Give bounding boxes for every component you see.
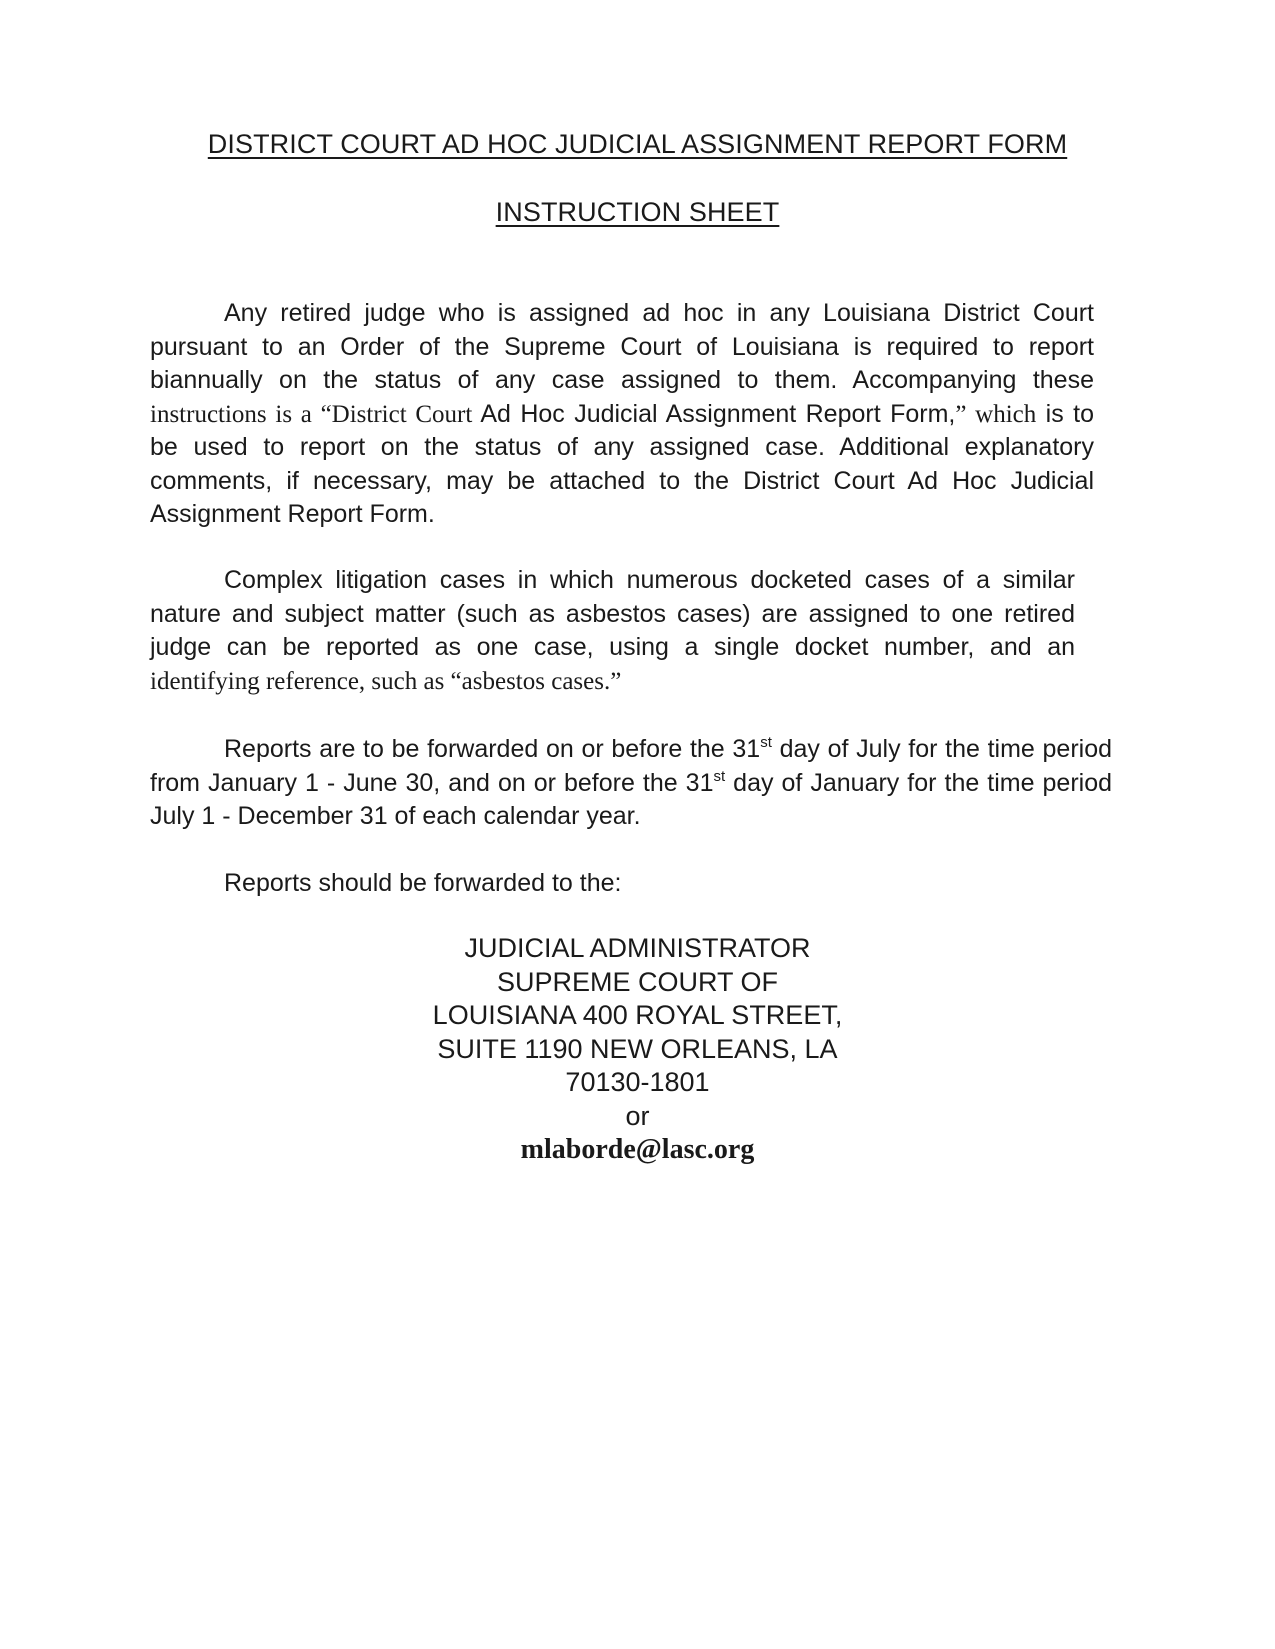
paragraph3-text-c: day of January for the time period July 1 - December 31 of each calendar year. — [150, 768, 1113, 830]
paragraph4-text: Reports should be forwarded to the: — [224, 869, 622, 897]
paragraph3-text-a: Reports are to be forwarded on or before the 31 — [224, 735, 761, 763]
paragraph1-text-b: instructions is a “District Court — [150, 400, 473, 428]
paragraph-forward-to — [150, 867, 1050, 901]
paragraph2-text-b: identifying reference, such as “asbestos cases.” — [150, 667, 622, 695]
address-or: or — [625, 1100, 650, 1131]
address-line-2: SUPREME COURT OF — [496, 966, 779, 997]
paragraph-complex-litigation — [150, 564, 1075, 698]
paragraph3-sup-1: st — [760, 734, 772, 751]
paragraph1-text-e: is to be used to report on the status of any assigned case. Additional explanatory comments, if necessary, may be attached to the District Court Ad Hoc Judicial Assignment Report Form. — [150, 399, 1094, 528]
mailing-address — [0, 932, 1275, 1167]
paragraph-report-deadlines — [150, 733, 1112, 834]
paragraph-retired-judge-requirement — [150, 297, 1094, 532]
paragraph3-text-b: day of July for the time period from January 1 - June 30, and on or before the 31 — [150, 735, 1113, 797]
paragraph1-text-d: ” which — [955, 400, 1037, 428]
paragraph2-text-a: Complex litigation cases in which numerous docketed cases of a similar nature and subject matter (such as asbestos cases) are assigned to one retired judge can be reported as one case, using a single docket number, and an — [150, 566, 1075, 661]
paragraph1-text-a: Any retired judge who is assigned ad hoc in any Louisiana District Court pursuant to an Order of the Supreme Court of Louisiana is required to report biannually on the status of any case assigned to them. Accompanying these — [150, 299, 1094, 394]
document-title: DISTRICT COURT AD HOC JUDICIAL ASSIGNMENT REPORT FORM — [207, 129, 1068, 159]
address-line-5: 70130-1801 — [565, 1067, 710, 1097]
document-subtitle: INSTRUCTION SHEET — [495, 197, 780, 227]
paragraph3-sup-2: st — [713, 767, 726, 785]
address-line-4: SUITE 1190 NEW ORLEANS, LA — [437, 1033, 838, 1064]
address-line-1: JUDICIAL ADMINISTRATOR — [464, 933, 811, 963]
contact-email: mlaborde@lasc.org — [520, 1134, 755, 1165]
address-line-3: LOUISIANA 400 ROYAL STREET, — [432, 1000, 843, 1030]
paragraph1-text-c: Ad Hoc Judicial Assignment Report Form, — [480, 399, 956, 428]
